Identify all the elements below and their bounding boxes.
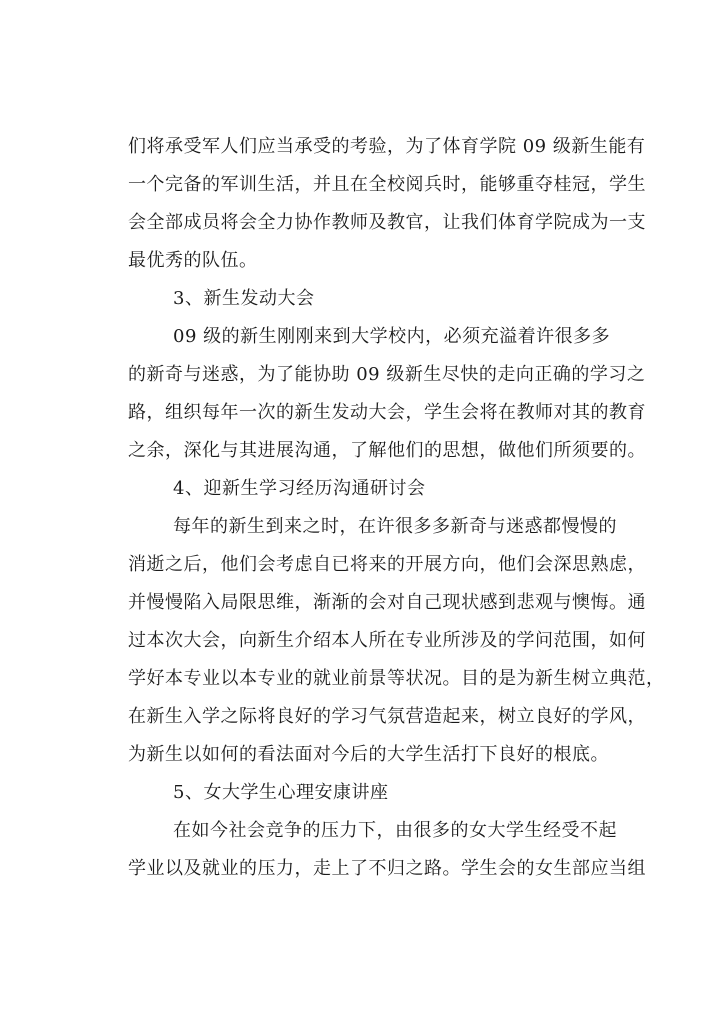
paragraph-line: 路，组织每年一次的新生发动大会，学生会将在教师对其的教育 [128, 402, 646, 423]
paragraph-line: 每年的新生到来之时，在许很多多新奇与迷惑都慢慢的 [173, 516, 617, 537]
paragraph-line: 最优秀的队伍。 [128, 250, 258, 271]
paragraph-line: 的新奇与迷惑，为了能协助 09 级新生尽快的走向正确的学习之 [128, 364, 646, 385]
paragraph-line: 之余，深化与其进展沟通，了解他们的思想，做他们所须要的。 [128, 440, 646, 461]
paragraph-line: 过本次大会，向新生介绍本人所在专业所涉及的学问范围，如何 [128, 630, 646, 651]
paragraph-line: 学业以及就业的压力，走上了不归之路。学生会的女生部应当组 [128, 858, 646, 879]
paragraph-line: 会全部成员将会全力协作教师及教官，让我们体育学院成为一支 [128, 212, 646, 233]
section-heading-3: 3、新生发动大会 [173, 288, 315, 309]
section-heading-4: 4、迎新生学习经历沟通研讨会 [173, 478, 426, 499]
paragraph-line: 消逝之后，他们会考虑自已将来的开展方向，他们会深思熟虑， [128, 554, 646, 575]
paragraph-line: 在新生入学之际将良好的学习气氛营造起来，树立良好的学风， [128, 706, 646, 727]
paragraph-line: 为新生以如何的看法面对今后的大学生活打下良好的根底。 [128, 744, 609, 765]
paragraph-line: 09 级的新生刚刚来到大学校内，必须充溢着许很多多 [173, 326, 611, 347]
section-heading-5: 5、女大学生心理安康讲座 [173, 782, 389, 803]
paragraph-line: 一个完备的军训生活，并且在全校阅兵时，能够重夺桂冠，学生 [128, 174, 646, 195]
document-body [128, 128, 665, 888]
paragraph-line: 学好本专业以本专业的就业前景等状况。目的是为新生树立典范， [128, 668, 665, 689]
paragraph-line: 在如今社会竞争的压力下，由很多的女大学生经受不起 [173, 820, 617, 841]
paragraph-line: 们将承受军人们应当承受的考验，为了体育学院 09 级新生能有 [128, 136, 646, 157]
paragraph-line: 并慢慢陷入局限思维，渐渐的会对自己现状感到悲观与懊悔。通 [128, 592, 646, 613]
